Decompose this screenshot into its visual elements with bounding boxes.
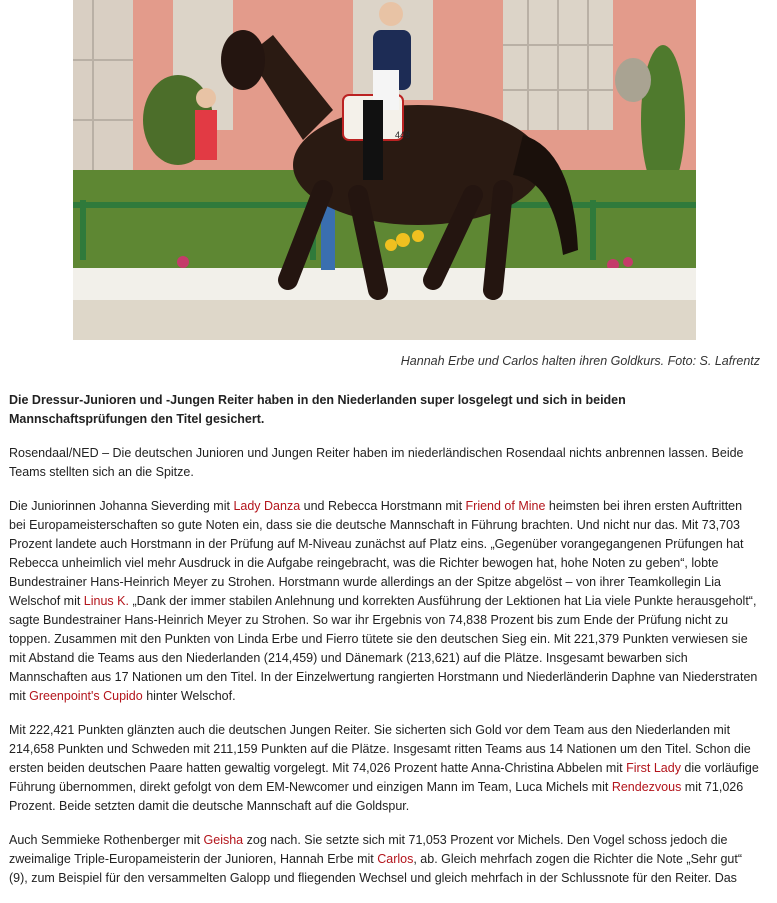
bib-number: 448 (395, 130, 411, 140)
photo-caption: Hannah Erbe und Carlos halten ihren Goldkurs. Foto: S. Lafrentz (400, 354, 760, 368)
paragraph-2 (9, 497, 761, 706)
horse-link-geisha[interactable]: Geisha (203, 833, 244, 847)
text: Die Juniorinnen Johanna Sieverding mit (9, 499, 234, 513)
paragraph-3 (9, 721, 761, 816)
paragraph-4 (9, 831, 761, 888)
text: hinter Welschof. (142, 689, 236, 703)
text: „Dank der immer stabilen Anlehnung und korrekten Ausführung der Lektionen hat Lia viele Punkte herausgeholt“, sagte Bundestrainer Hans-Heinrich Meyer zu Strohen. So war ihr Ergebnis von 74,838 Prozent bis zum Ende der Prüfung nicht zu toppen. Zusammen mit den Punkten von Linda Erbe und Fierro tütete sie den deutschen Sieg ein. Mit 221,379 Punkten verwiesen sie mit Abstand die Teams aus den Niederlanden (214,459) und Dänemark (213,621) auf die Plätze. Insgesamt bewarben sich Mannschaften aus 17 Nationen um den Titel. In der Einzelwertung rangierten Horstmann und Niederländerin Daphne van Niederstraten mit (9, 594, 758, 703)
paragraph-1: Rosendaal/NED – Die deutschen Junioren und Jungen Reiter haben im niederländischen Rosendaal nichts anbrennen lassen. Beide Teams stellten sich an die Spitze. (9, 446, 744, 479)
text: Auch Semmieke Rothenberger mit (9, 833, 204, 847)
text: , ab. Gleich mehrfach zogen die Richter die Note „Sehr gut“ (9), zum Beispiel für den versammelten Galopp und fliegenden Wechsel und gleich mehrfach in der Schlussnote für den Reiter. Das (9, 852, 742, 885)
horse-link-friend-of-mine[interactable]: Friend of Mine (465, 499, 546, 513)
horse-link-rendezvous[interactable]: Rendezvous (611, 780, 682, 794)
text: und Rebecca Horstmann mit (300, 499, 466, 513)
text: zog nach. Sie setzte sich mit 71,053 Prozent vor Michels. Den Vogel schoss jedoch die zweimalige Triple-Europameisterin der Junioren, Hannah Erbe mit (9, 833, 728, 866)
article-lead: Die Dressur-Junioren und -Jungen Reiter haben in den Niederlanden super losgelegt und sich in beiden Mannschaftsprüfungen den Titel gesichert. (9, 393, 626, 426)
horse-link-greenpoints-cupido[interactable]: Greenpoint's Cupido (29, 689, 143, 703)
text: mit 71,026 Prozent. Beide setzten damit die deutsche Mannschaft auf die Goldspur. (9, 780, 744, 813)
text: Mit 222,421 Punkten glänzten auch die deutschen Jungen Reiter. Sie sicherten sich Gold vor dem Team aus den Niederlanden mit 214,658 Punkten und Schweden mit 211,159 Punkten auf die Plätze. Insgesamt ritten Teams aus 14 Nationen um den Titel. Schon die ersten beiden deutschen Paare hatten gewaltig vorgelegt. Mit 74,026 Prozent hatte Anna-Christina Abbelen mit (9, 723, 751, 775)
text: heimsten bei ihren ersten Auftritten bei Europameisterschaften so gute Noten ein, dass sie die deutsche Mannschaft in Führung brachten. Und nicht nur das. Mit 73,703 Prozent landete auch Horstmann in der Prüfung auf M-Niveau zunächst auf Platz eins. „Gegenüber vorangegangenen Prüfungen hat Rebecca unheimlich viel mehr Ausdruck in die Aufgabe reingebracht, was die Richter bewogen hat, hohe Noten zu geben“, lobte Bundestrainer Hans-Heinrich Meyer zu Strohen. Horstmann wurde allerdings an der Spitze abgelöst – von ihrer Teamkollegin Lia Welschof mit (9, 499, 744, 608)
horse-link-lady-danza[interactable]: Lady Danza (233, 499, 301, 513)
text: die vorläufige Führung übernommen, direkt gefolgt von dem EM-Newcomer und einzigen Mann im Team, Luca Michels mit (9, 761, 759, 794)
article-body (9, 391, 761, 903)
article-photo (73, 0, 696, 340)
horse-link-carlos[interactable]: Carlos (377, 852, 414, 866)
horse-link-linus-k[interactable]: Linus K. (83, 594, 129, 608)
horse-link-first-lady[interactable]: First Lady (626, 761, 681, 775)
horse-rider-illustration (73, 0, 696, 340)
